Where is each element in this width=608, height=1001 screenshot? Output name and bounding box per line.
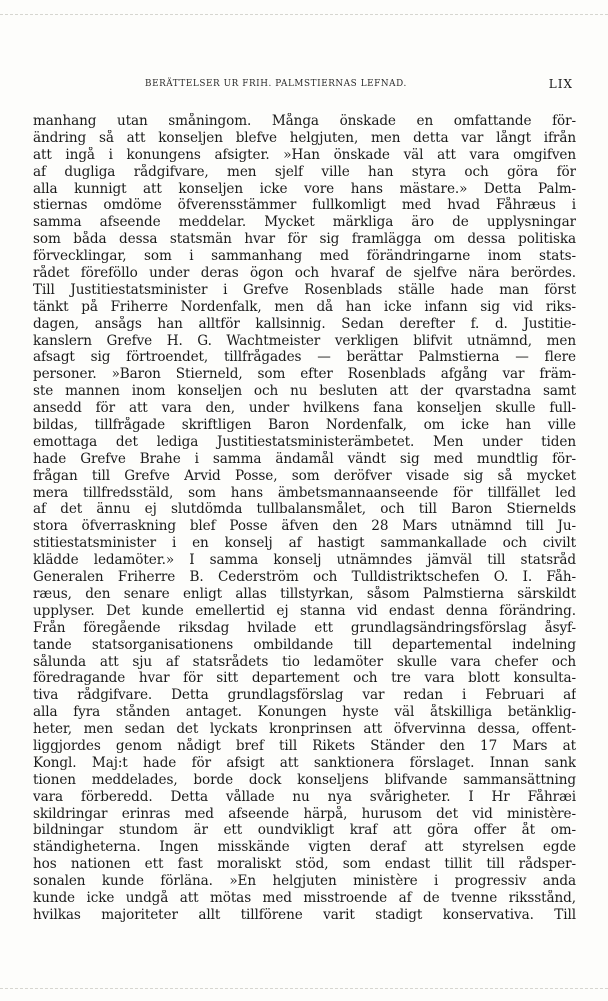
running-head: BERÄTTELSER UR FRIH. PALMSTIERNAS LEFNAD. xyxy=(145,79,407,89)
text-line: hade Grefve Brahe i samma ändamål vändt sig med mundtlig för- xyxy=(33,450,576,467)
page-header xyxy=(33,79,573,95)
text-line: klädde ledamöter.» I samma konselj utnämndes jämväl till statsråd xyxy=(33,552,576,569)
text-line: af det ännu ej slutdömda tullbalansmålet, och till Baron Stiernelds xyxy=(33,501,576,518)
text-line: ræus, den senare enligt allas tillstyrkan, såsom Palmstierna särskildt xyxy=(33,585,576,602)
text-line: ständigheterna. Ingen misskände vigten deraf att styrelsen egde xyxy=(33,839,576,856)
text-line: af dugliga rådgifvare, men sjelf ville han styra och göra för xyxy=(33,163,576,180)
page-number: LIX xyxy=(548,77,573,91)
text-line: alla fyra stånden antaget. Konungen hyste väl åtskilliga betänklig- xyxy=(33,704,576,721)
text-line: förvecklingar, som i sammanhang med förändringarne inom stats- xyxy=(33,248,576,265)
text-line: ansedd för att vara den, under hvilkens fana konseljen skulle full- xyxy=(33,400,576,417)
text-line: personer. »Baron Stierneld, som efter Rosenblads afgång var främ- xyxy=(33,366,576,383)
text-line: stiernas omdöme öfverensstämmer fullkomligt med hvad Fåhræus i xyxy=(33,197,576,214)
text-line: hvilkas majoriteter allt tillförene varit stadigt konservativa. Till xyxy=(33,906,576,923)
text-line: tänkt på Friherre Nordenfalk, men då han icke infann sig vid riks- xyxy=(33,298,576,315)
text-line: kanslern Grefve H. G. Wachtmeister verkligen blifvit utnämnd, men xyxy=(33,332,576,349)
scan-top-edge xyxy=(0,0,608,15)
text-line: tiva rådgifvare. Detta grundlagsförslag var redan i Februari af xyxy=(33,687,576,704)
text-line: upplyser. Det kunde emellertid ej stanna vid endast denna förändring. xyxy=(33,602,576,619)
text-line: manhang utan småningom. Många önskade en omfattande för- xyxy=(33,113,576,129)
text-line: stora öfverraskning blef Posse äfven den 28 Mars utnämnd till Ju- xyxy=(33,518,576,535)
text-line: ändring så att konseljen blefve helgjuten, men detta var långt ifrån xyxy=(33,129,576,146)
text-line: skildringar erinras med afseende härpå, hurusom det vid ministère- xyxy=(33,805,576,822)
text-line: liggjordes genom nådigt bref till Rikets Ständer den 17 Mars at xyxy=(33,737,576,754)
text-line: mera tillfredsstäld, som hans ämbetsmannaanseende för tillfället led xyxy=(33,484,576,501)
text-line: Generalen Friherre B. Cederström och Tulldistriktschefen O. I. Fåh- xyxy=(33,569,576,586)
body-text xyxy=(33,113,576,924)
text-line: Från föregående riksdag hvilade ett grundlagsändringsförslag åsyf- xyxy=(33,619,576,636)
scan-bottom-edge xyxy=(0,988,608,1001)
text-line: att ingå i konungens afsigter. »Han önskade väl att vara omgifven xyxy=(33,146,576,163)
text-line: som båda dessa statsmän hvar för sig framlägga om dessa politiska xyxy=(33,231,576,248)
text-line: Till Justitiestatsminister i Grefve Rosenblads ställe hade man först xyxy=(33,281,576,298)
text-line: rådet föreföllo under deras ögon och hvaraf de sjelfve nära berördes. xyxy=(33,265,576,282)
text-line: bildas, tillfrågade skriftligen Baron Nordenfalk, om icke han ville xyxy=(33,417,576,434)
text-line: stitiestatsminister i en konselj af hastigt sammankallade och civilt xyxy=(33,535,576,552)
text-line: tionen meddelades, borde dock konseljens blifvande sammansättning xyxy=(33,771,576,788)
text-line: samma afseende meddelar. Mycket märkliga äro de upplysningar xyxy=(33,214,576,231)
text-line: ste mannen inom konseljen och nu besluten att der qvarstadna samt xyxy=(33,383,576,400)
text-line: hos nationen ett fast moraliskt stöd, som endast tillit till rådsper- xyxy=(33,856,576,873)
text-line: alla kunnigt att konseljen icke vore hans mästare.» Detta Palm- xyxy=(33,180,576,197)
text-line: tande statsorganisationens ombildande till departemental indelning xyxy=(33,636,576,653)
text-line: föredragande hvar för sitt departement och tre vara blott konsulta- xyxy=(33,670,576,687)
text-line: dagen, ansågs han alltför kallsinnig. Sedan derefter f. d. Justitie- xyxy=(33,315,576,332)
text-line: sålunda att sju af statsrådets tio ledamöter skulle vara chefer och xyxy=(33,653,576,670)
text-line: emottaga det lediga Justitiestatsministerämbetet. Men under tiden xyxy=(33,433,576,450)
text-line: heter, men sedan det lyckats kronprinsen att öfvervinna dessa, offent- xyxy=(33,721,576,738)
text-line: frågan till Grefve Arvid Posse, som deröfver visade sig så mycket xyxy=(33,467,576,484)
text-line: Kongl. Maj:t hade för afsigt att sanktionera förslaget. Innan sank xyxy=(33,754,576,771)
text-line: kunde icke undgå att mötas med misstroende af de tvenne riksstånd, xyxy=(33,889,576,906)
text-line: vara förberedd. Detta vållade nu nya svårigheter. I Hr Fåhræi xyxy=(33,788,576,805)
text-line: sonalen kunde förläna. »En helgjuten ministère i progressiv anda xyxy=(33,873,576,890)
text-line: bildningar stundom är ett oundvikligt kraf att göra offer åt om- xyxy=(33,822,576,839)
text-line: afsagt sig förtroendet, tillfrågades — berättar Palmstierna — flere xyxy=(33,349,576,366)
